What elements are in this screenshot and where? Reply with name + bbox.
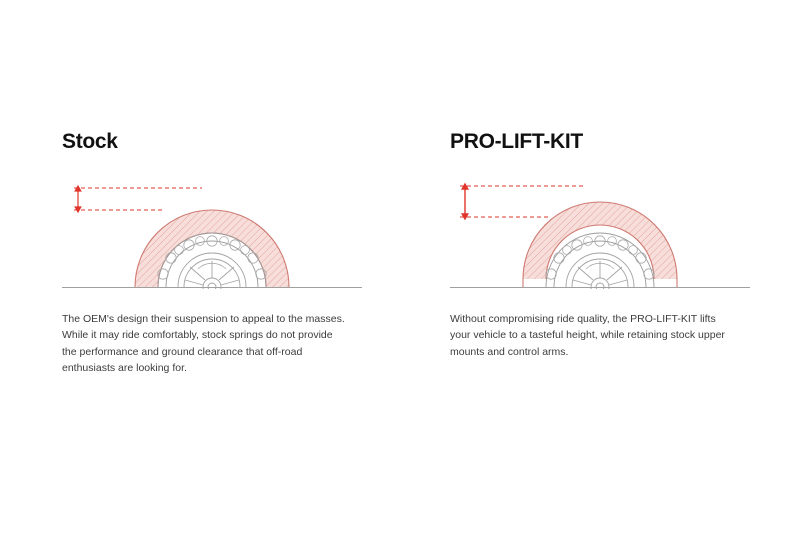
panel-description: Without compromising ride quality, the PRO-LIFT-KIT lifts your vehicle to a tasteful height, while retaining stock upper mounts and control arms. [450, 313, 725, 358]
page-title: Stock [62, 130, 118, 153]
measure-arrow [462, 184, 468, 219]
panel-stock [62, 130, 402, 376]
figure-stock [62, 179, 362, 289]
dashed-horizontal-leader [74, 188, 202, 210]
measure-arrow [75, 186, 81, 212]
spoked-wheel [566, 253, 634, 289]
panel-pro-lift-kit [450, 130, 790, 360]
page-title: PRO-LIFT-KIT [450, 130, 583, 153]
spoked-wheel [178, 253, 246, 289]
figure-pro-lift-kit [450, 179, 750, 289]
panel-description: The OEM's design their suspension to appeal to the masses. While it may ride comfortably, stock springs do not provide the performance and ground clearance that off-road enthusiasts are looking for. [62, 313, 345, 374]
